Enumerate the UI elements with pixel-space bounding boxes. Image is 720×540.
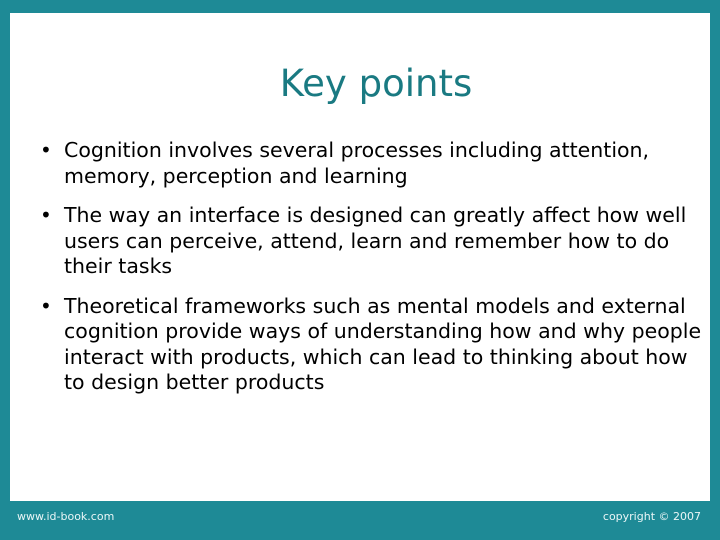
slide-title: Key points	[279, 62, 473, 105]
bullet-icon: •	[40, 138, 52, 162]
bullet-list	[40, 138, 704, 410]
bullet-item-interface-design	[40, 203, 704, 280]
bullet-text: Theoretical frameworks such as mental models and external cognition provide ways of understanding how and why people interact with products, which can lead to thinking about how to design better products	[64, 293, 702, 394]
bullet-item-frameworks	[40, 293, 704, 396]
footer-website: www.id-book.com	[17, 510, 115, 523]
bullet-icon: •	[40, 203, 52, 227]
bullet-text: Cognition involves several processes including attention, memory, perception and learning	[64, 138, 650, 188]
bullet-text: The way an interface is designed can greatly affect how well users can perceive, attend, learn and remember how to do their tasks	[64, 203, 687, 278]
slide-panel	[10, 13, 710, 501]
footer-copyright: copyright © 2007	[602, 510, 701, 523]
bullet-icon: •	[40, 293, 52, 318]
bullet-item-cognition	[40, 138, 704, 189]
